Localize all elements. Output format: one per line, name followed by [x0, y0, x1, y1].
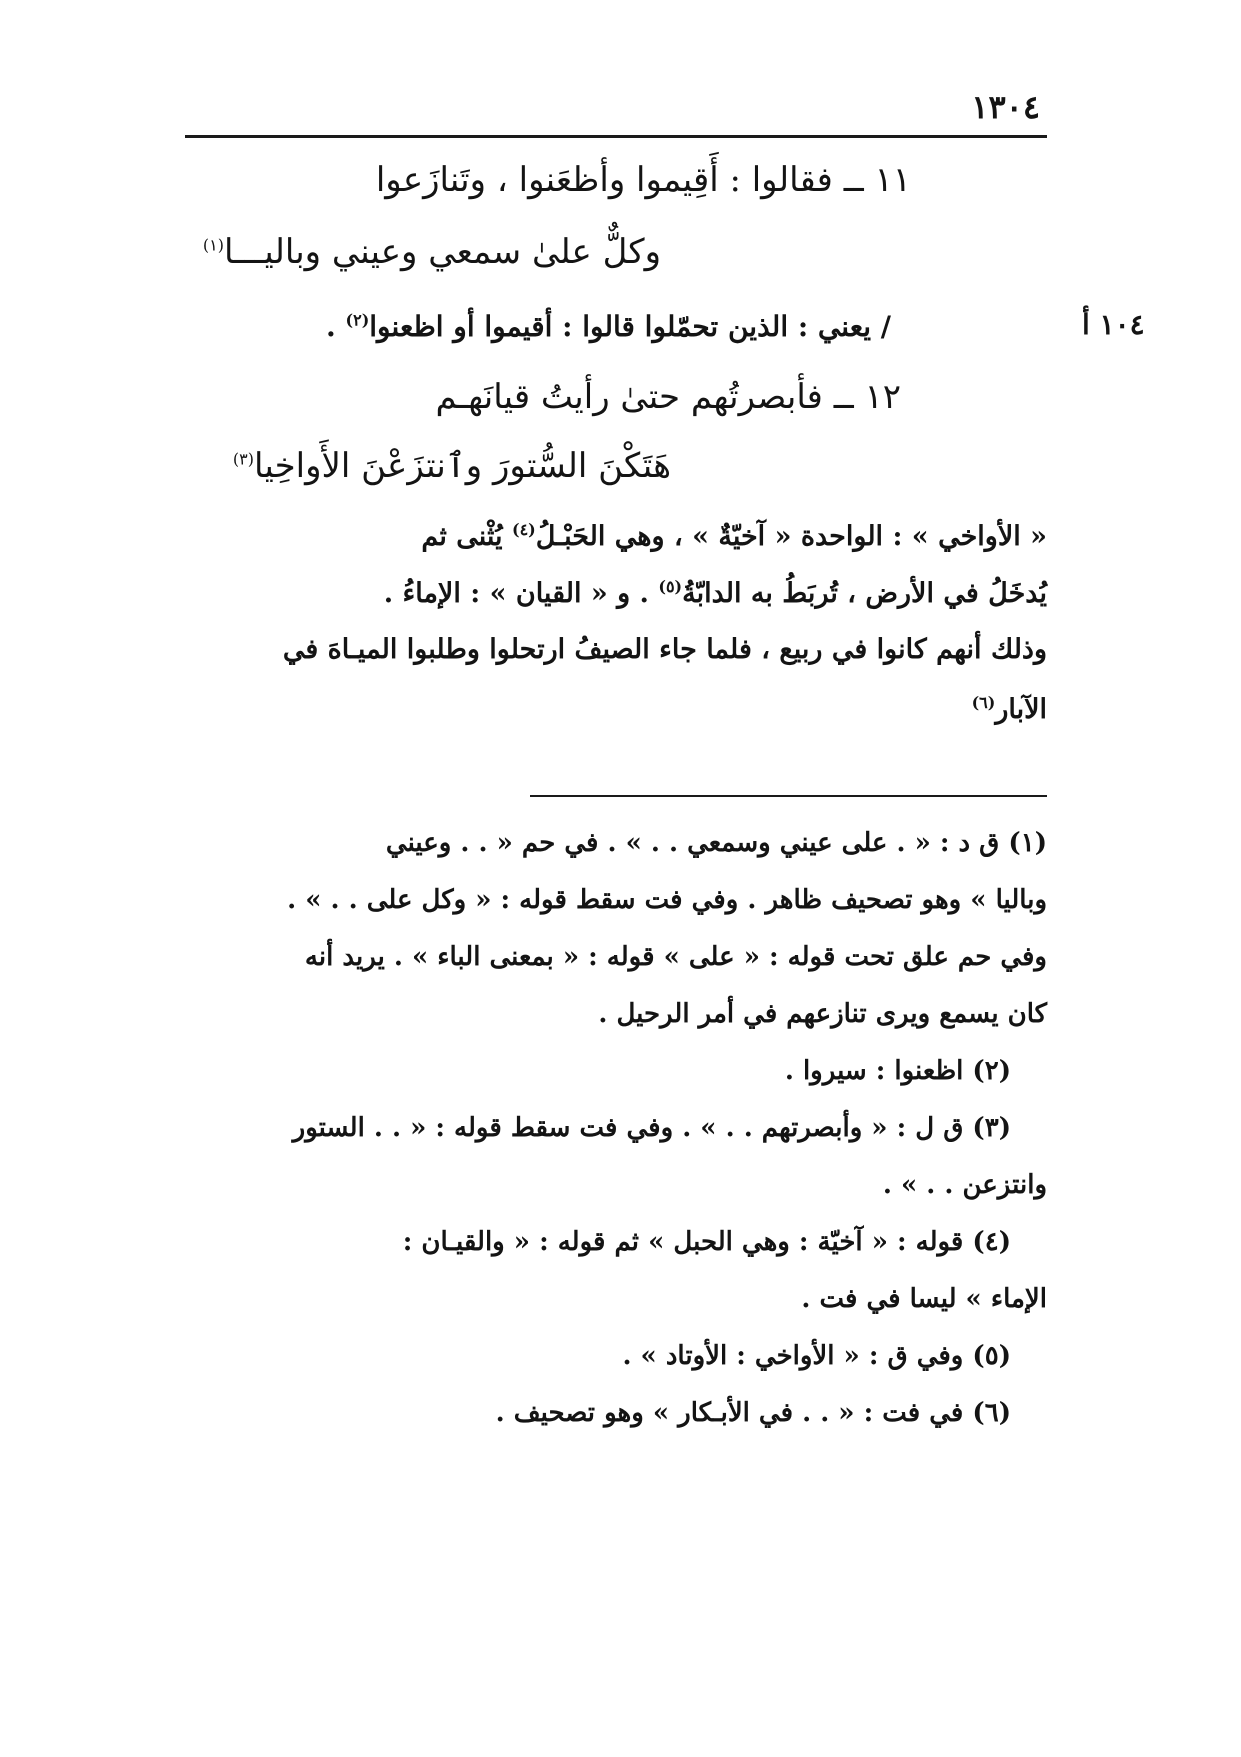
verse-11-commentary	[326, 310, 891, 343]
commentary-text: / يعني : الذين تحمّلوا قالوا : أقيموا أو اظعنوا	[369, 310, 891, 343]
footnote-6: (٦) في فت : « . . في الأبـكار » وهو تصحيف .	[495, 1398, 1011, 1428]
verse-12-first-hemistich: ١٢ ــ فأبصرتُهم حتىٰ رأيتُ قيانَهـم	[435, 377, 901, 417]
footnote-ref-1: (١)	[202, 235, 224, 255]
footnote-4-line-2: الإماء » ليسا في فت .	[801, 1284, 1047, 1314]
verse-11-second-hemistich	[203, 232, 661, 272]
commentary-line-1	[421, 520, 1047, 552]
commentary-line-2-end: . و « القيان » : الإماءُ .	[383, 578, 649, 609]
commentary-line-1-text: « الأواخي » : الواحدة « آخيّةٌ » ، وهي الحَبْـلُ	[535, 521, 1047, 552]
commentary-end: .	[326, 310, 336, 343]
footnote-ref-5: (٥)	[658, 577, 683, 596]
header-rule	[185, 135, 1047, 138]
footnote-1-line-3: وفي حم علق تحت قوله : « على » قوله : « بمعنى الباء » . يريد أنه	[304, 942, 1047, 972]
footnote-ref-6: (٦)	[971, 693, 996, 712]
verse-12-second-hemistich	[233, 445, 671, 486]
footnote-1-line-1: (١) ق د : « . على عيني وسمعي . . » . في حم « . . وعيني	[385, 828, 1047, 858]
verse-11-first-hemistich: ١١ ــ فقالوا : أَقِيموا وأظعَنوا ، وتَنازَعوا	[375, 160, 911, 200]
commentary-line-4	[972, 693, 1047, 725]
footnote-separator	[530, 795, 1047, 797]
commentary-line-3: وذلك أنهم كانوا في ربيع ، فلما جاء الصيفُ ارتحلوا وطلبوا الميـاهَ في	[282, 634, 1047, 665]
footnote-1-line-2: وباليا » وهو تصحيف ظاهر . وفي فت سقط قوله : « وكل على . . » .	[287, 885, 1047, 915]
margin-folio-reference: ١٠٤ أ	[1082, 308, 1145, 341]
page-number: ١٣٠٤	[971, 88, 1040, 126]
commentary-line-4-text: الآبار	[995, 694, 1047, 725]
verse-12-text: هَتَكْنَ السُّتورَ وٱنتزَعْنَ الأَواخِيا	[254, 446, 671, 486]
footnote-4-line-1: (٤) قوله : « آخيّة : وهي الحبل » ثم قوله : « والقيـان :	[402, 1227, 1011, 1257]
footnote-ref-2: (٢)	[345, 310, 370, 330]
verse-11-text: وكلٌّ علىٰ سمعي وعيني وباليـــا	[223, 232, 661, 272]
footnote-5: (٥) وفي ق : « الأواخي : الأوتاد » .	[622, 1341, 1011, 1371]
commentary-line-1-end: يُثْنى ثم	[421, 521, 503, 552]
footnote-2: (٢) اظعنوا : سيروا .	[784, 1056, 1011, 1086]
commentary-line-2-text: يُدخَلُ في الأرض ، تُربَطُ به الدابّةُ	[682, 578, 1047, 609]
footnote-ref-4: (٤)	[511, 520, 536, 539]
footnote-1-line-4: كان يسمع ويرى تنازعهم في أمر الرحيل .	[598, 999, 1047, 1029]
commentary-line-2	[384, 577, 1047, 609]
footnote-3-line-1: (٣) ق ل : « وأبصرتهم . . » . وفي فت سقط قوله : « . . الستور	[292, 1113, 1011, 1143]
footnote-3-line-2: وانتزعن . . » .	[882, 1170, 1047, 1200]
footnote-ref-3: (٣)	[232, 449, 255, 469]
